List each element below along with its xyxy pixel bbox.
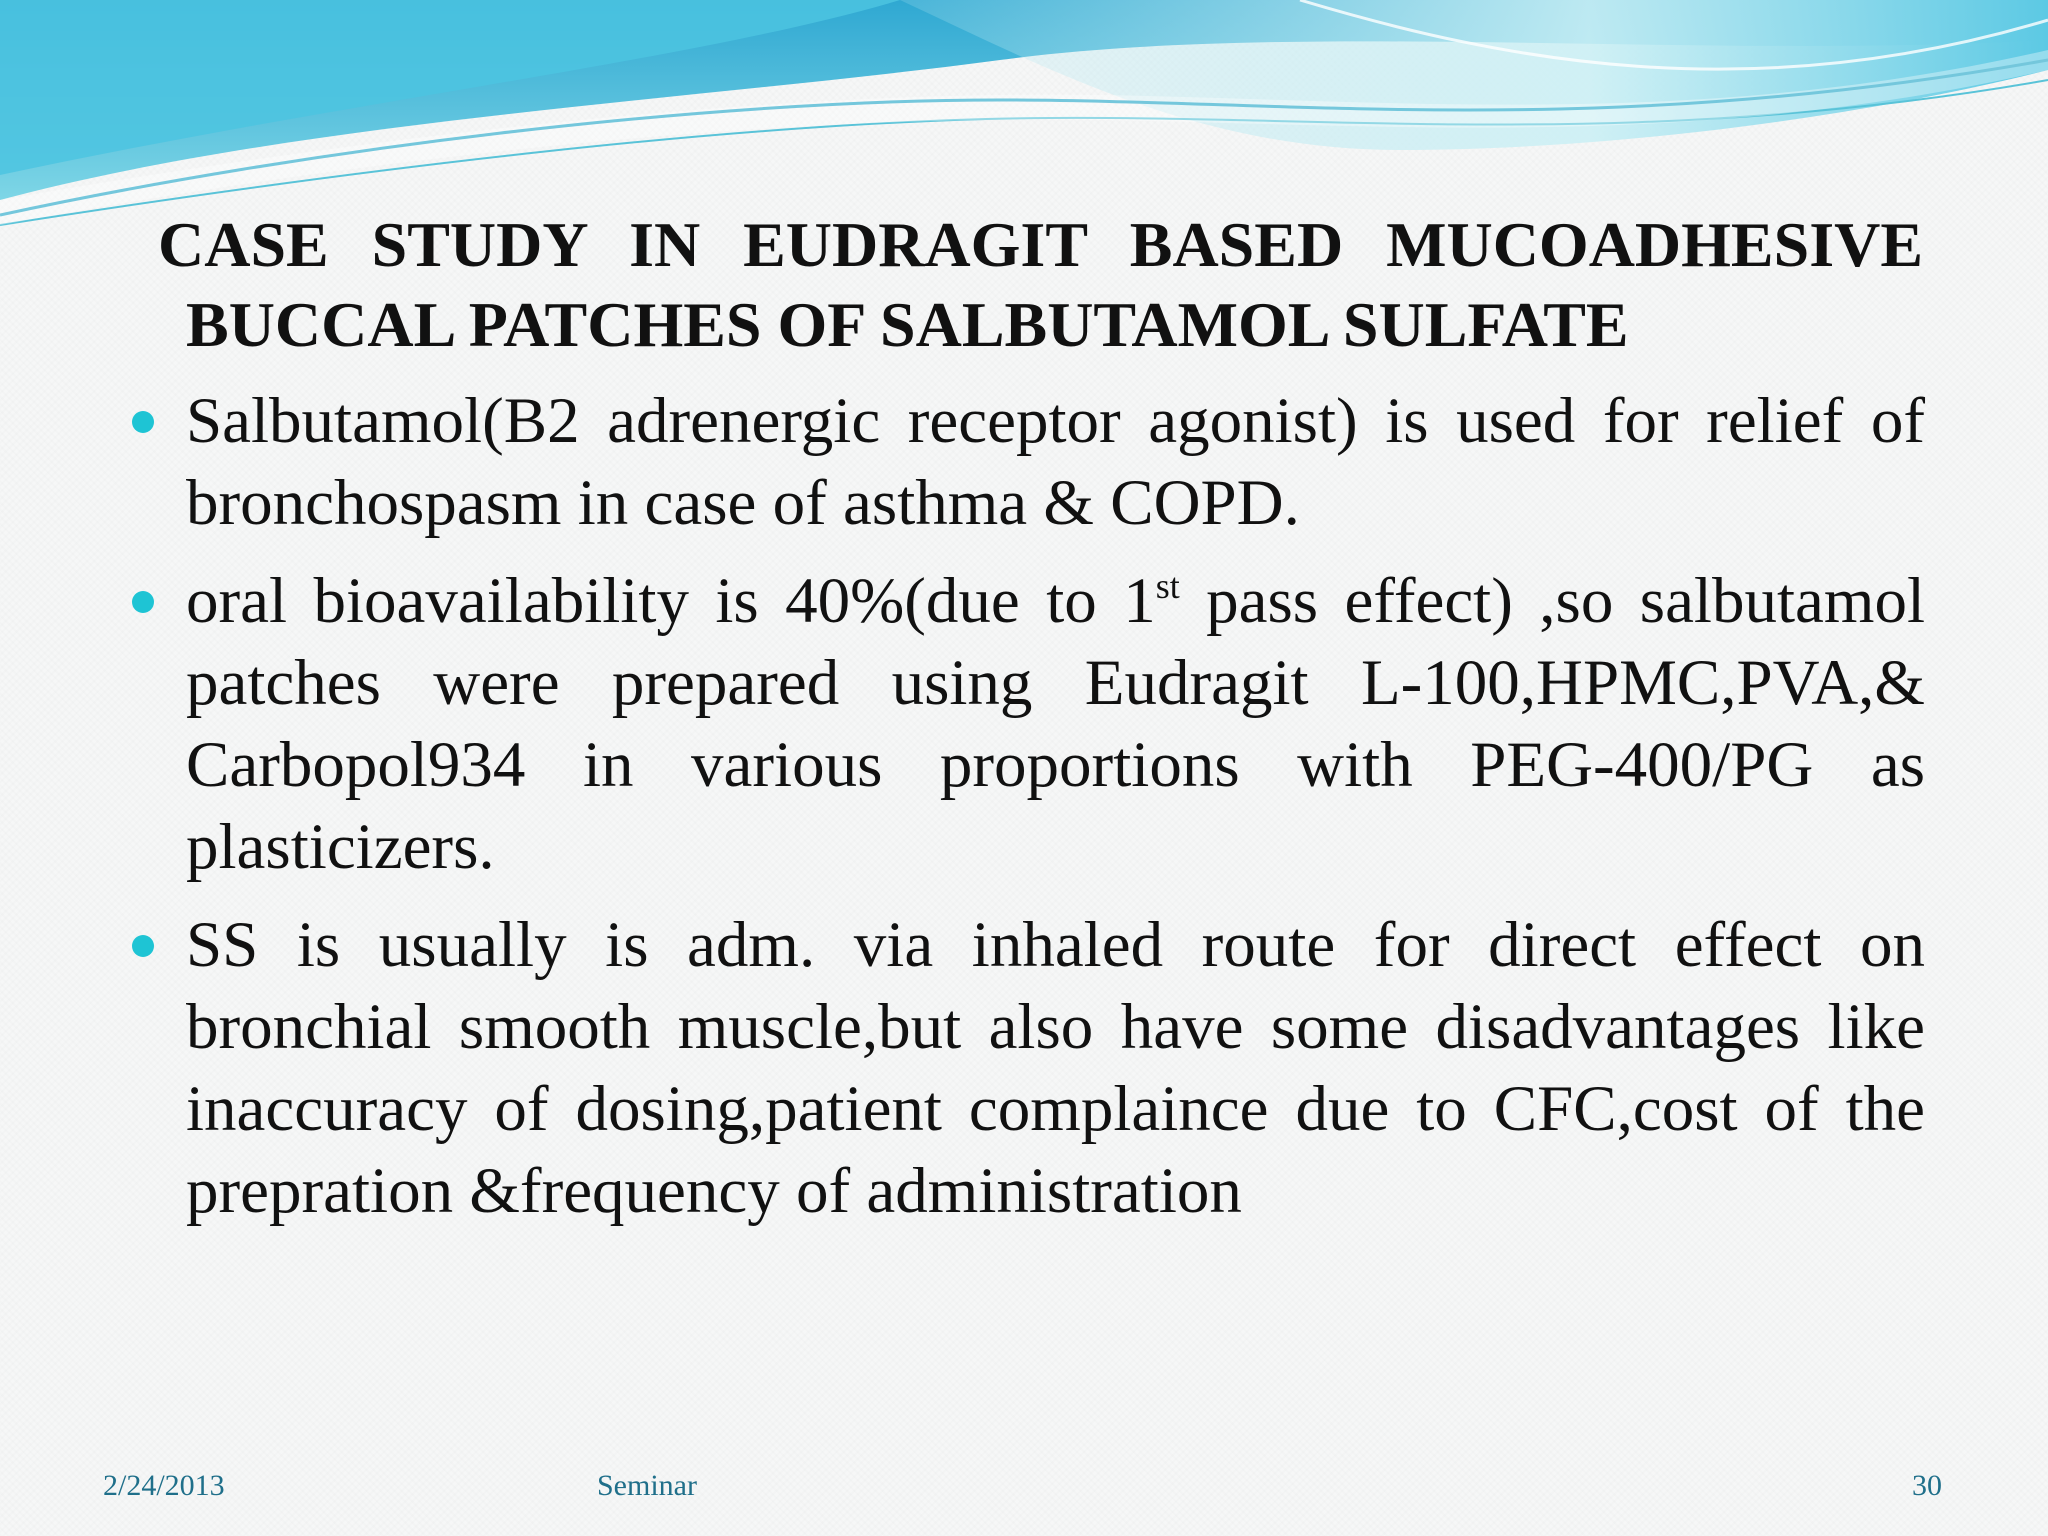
bullet-item bbox=[130, 560, 1925, 888]
footer-label: Seminar bbox=[597, 1469, 697, 1502]
bullet-text bbox=[186, 385, 1925, 539]
bullet-dot-icon bbox=[132, 411, 154, 433]
slide-title-line2: BUCCAL PATCHES OF SALBUTAMOL SULFATE bbox=[186, 289, 1629, 360]
bullet-dot-icon bbox=[132, 591, 154, 613]
slide-title-line1: CASE STUDY IN EUDRAGIT BASED MUCOADHESIVE bbox=[158, 209, 1923, 280]
header-wave-decoration bbox=[0, 0, 2048, 240]
bullet-superscript: st bbox=[1155, 566, 1180, 606]
slide-title bbox=[158, 205, 1923, 365]
bullet-list bbox=[130, 380, 1925, 1248]
bullet-text bbox=[186, 565, 1925, 883]
bullet-text-segment: oral bioavailability is 40%(due to 1 bbox=[186, 565, 1156, 637]
footer-date: 2/24/2013 bbox=[103, 1469, 225, 1502]
bullet-text-segment: pass effect) ,so salbutamol patches were prepared using Eudragit L-100,HPMC,PVA,& Carbopol934 in various proportions with PEG-400/PG as plasticizers. bbox=[186, 565, 1926, 883]
bullet-text bbox=[186, 909, 1925, 1227]
bullet-text-segment: SS is usually is adm. via inhaled route for direct effect on bronchial smooth muscle,but also have some disadvantages like inaccuracy of dosing,patient complaince due to CFC,cost of the prepration &frequency of administration bbox=[186, 909, 1925, 1227]
bullet-item bbox=[130, 904, 1925, 1232]
bullet-text-segment: Salbutamol(B2 adrenergic receptor agonist) is used for relief of bronchospasm in case of asthma & COPD. bbox=[186, 385, 1925, 539]
footer-page-number: 30 bbox=[1912, 1469, 1942, 1502]
bullet-dot-icon bbox=[132, 935, 154, 957]
bullet-item bbox=[130, 380, 1925, 544]
